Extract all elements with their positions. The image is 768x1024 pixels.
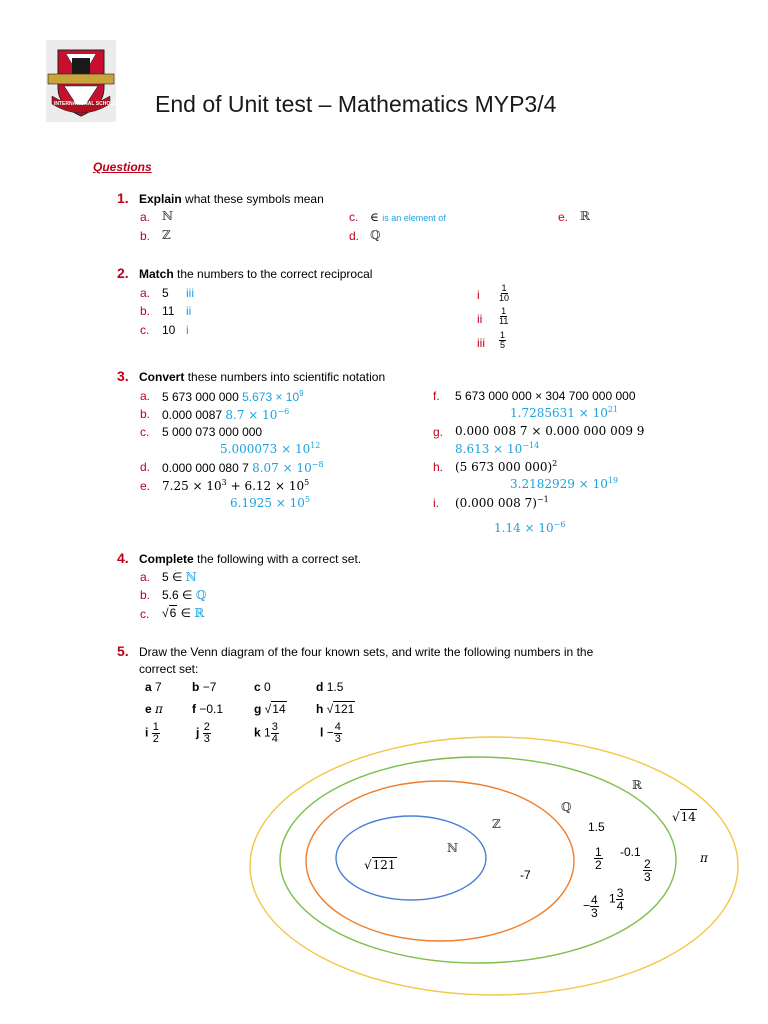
q2-a-value: 5 [162, 286, 169, 300]
q4-c-row: √6 ∈ ℝ [162, 606, 205, 620]
q1-a-value: ℕ [162, 209, 173, 223]
q3-i-value: (0.000 008 7)$^{-1}$ [455, 495, 549, 510]
q1-e-value: ℝ [580, 209, 590, 223]
q2-c-label: c. [140, 323, 150, 337]
q1-number: 1. [117, 190, 129, 206]
q3-i-label: i. [433, 496, 439, 510]
q1-e-label: e. [558, 210, 569, 224]
q4-number: 4. [117, 550, 129, 566]
q5-line2: correct set: [139, 662, 199, 676]
q1-rest: what these symbols mean [185, 192, 324, 206]
q3-e-label: e. [140, 479, 151, 493]
venn-sqrt121: √121 [364, 858, 396, 872]
q3-verb: Convert [139, 370, 185, 384]
q2-a-label: a. [140, 286, 151, 300]
q2-b-value: 11 [162, 304, 175, 318]
q5-item-i: i $\frac{1}{2}$ [145, 721, 159, 745]
q3-h-value: (5 673 000 000)$^2$ [455, 459, 558, 474]
q1-c-label: c. [349, 210, 359, 224]
q2-iii-numerator: 1 [500, 330, 506, 340]
q1-d-label: d. [349, 229, 360, 243]
q3-c-answer: $5.000073 \times 10^{12}$ [220, 441, 321, 456]
venn-label-Z: ℤ [492, 817, 501, 831]
q3-c-value: 5 000 073 000 000 [162, 425, 263, 439]
q5-item-h: h √121 [316, 702, 355, 716]
q1-verb: Explain [139, 192, 182, 206]
q4-a-label: a. [140, 570, 151, 584]
q3-g-label: g. [433, 425, 444, 439]
venn-minus7: -7 [520, 868, 531, 882]
venn-half: $\frac{1}{2}$ [595, 845, 602, 872]
q5-item-a: a 7 [145, 680, 162, 694]
q2-ii-label: ii [477, 312, 483, 326]
q2-ii-denominator: 11 [499, 316, 509, 326]
q3-e-value: $7.25 \times 10^3 + 6.12 \times 10^5$ [162, 478, 310, 493]
q3-d-value: 0.000 000 080 7 [162, 461, 249, 475]
q3-rest: these numbers into scientific notation [187, 370, 386, 384]
q5-line1: Draw the Venn diagram of the four known sets, and write the following numbers in the [139, 645, 594, 659]
q2-verb: Match [139, 267, 174, 281]
q3-i-answer: $1.14 \times 10^{-6}$ [494, 520, 566, 535]
venn-set-Z [306, 781, 574, 941]
q5-item-j: j $\frac{2}{3}$ [196, 721, 210, 745]
q1-a-label: a. [140, 210, 151, 224]
q3-d-answer: $8.07 \times 10^{-8}$ [252, 460, 324, 475]
q2-ii-numerator: 1 [501, 306, 507, 316]
q2-a-answer: iii [186, 286, 194, 300]
q2-c-answer: i [186, 323, 189, 337]
q5-item-b: b −7 [192, 680, 217, 694]
venn-label-R: ℝ [632, 778, 642, 792]
q2-number: 2. [117, 265, 129, 281]
q5-item-d: d 1.5 [316, 680, 344, 694]
q3-number: 3. [117, 368, 129, 384]
q1-c-answer: is an element of [382, 213, 446, 223]
logo-text: INTERNATIONAL SCHOOL [54, 101, 118, 107]
q4-b-row: 5.6 ∈ ℚ [162, 588, 207, 602]
q5-item-e: e π [145, 702, 163, 716]
q5-item-l: l − $\frac{4}{3}$ [320, 721, 341, 745]
venn-mixed-one-three-quarters: 1 $\frac{3}{4}$ [609, 886, 624, 913]
q3-b-answer: $8.7 \times 10^{-6}$ [225, 407, 290, 422]
q1-b-label: b. [140, 229, 151, 243]
q2-b-answer: ii [186, 304, 192, 318]
venn-neg-four-thirds: − $\frac{4}{3}$ [583, 893, 598, 920]
venn-set-Q [280, 757, 676, 963]
q3-f-value: 5 673 000 000 × 304 700 000 000 [455, 389, 636, 403]
venn-sqrt14: √14 [672, 810, 696, 824]
q3-b-label: b. [140, 407, 151, 421]
q5-item-c: c 0 [254, 680, 271, 694]
q3-a-label: a. [140, 389, 151, 403]
q4-verb: Complete [139, 552, 194, 566]
q4-c-label: c. [140, 607, 150, 621]
q4-b-label: b. [140, 588, 151, 602]
q1-d-value: ℚ [370, 228, 381, 242]
q3-a-answer: $5.673 \times 10^9$ [242, 389, 304, 404]
venn-neg-0-1: -0.1 [620, 845, 641, 859]
q2-i-label: i [477, 288, 480, 302]
q5-item-g: g √14 [254, 702, 286, 716]
venn-label-Q: ℚ [561, 800, 572, 814]
q2-i-numerator: 1 [501, 283, 507, 293]
q4-rest: the following with a correct set. [197, 552, 362, 566]
element-of-symbol: ∈ [370, 210, 379, 224]
venn-set-R [250, 737, 738, 995]
q3-g-answer: $8.613 \times 10^{-14}$ [455, 441, 540, 456]
q2-b-label: b. [140, 304, 151, 318]
q4-c-answer: ℝ [194, 606, 205, 620]
page-title: End of Unit test – Mathematics MYP3/4 [155, 91, 557, 117]
q3-h-label: h. [433, 460, 444, 474]
venn-label-N: ℕ [447, 841, 458, 855]
venn-two-thirds: $\frac{2}{3}$ [644, 857, 651, 884]
q2-c-value: 10 [162, 323, 176, 337]
q4-a-answer: ℕ [185, 570, 197, 584]
q3-c-label: c. [140, 425, 150, 439]
venn-pi: π [700, 851, 708, 865]
venn-1-5: 1.5 [588, 820, 605, 834]
q2-rest: the numbers to the correct reciprocal [177, 267, 373, 281]
q4-a-row: 5 ∈ ℕ [162, 570, 197, 584]
venn-set-N [336, 816, 486, 900]
q3-g-value: 0.000 008 7 × 0.000 000 009 9 [455, 424, 645, 438]
q5-item-k: k 1 $\frac{3}{4}$ [254, 721, 278, 745]
q1-b-value: ℤ [162, 228, 171, 242]
q2-iii-denominator: 5 [500, 340, 506, 350]
q3-b-value: 0.000 0087 [162, 408, 223, 422]
q5-item-f: f −0.1 [192, 702, 224, 716]
questions-heading: Questions [93, 160, 152, 174]
q3-e-answer: $6.1925 \times 10^5$ [230, 495, 311, 510]
q2-i-denominator: 10 [499, 293, 510, 303]
q4-b-answer: ℚ [195, 588, 207, 602]
q2-iii-label: iii [477, 336, 485, 350]
q5-number: 5. [117, 643, 129, 659]
q3-d-label: d. [140, 460, 151, 474]
q3-f-label: f. [433, 389, 440, 403]
q3-f-answer: $1.7285631 \times 10^{21}$ [510, 405, 619, 420]
q3-a-value: 5 673 000 000 [162, 390, 239, 404]
q3-h-answer: $3.2182929 \times 10^{19}$ [510, 476, 619, 491]
